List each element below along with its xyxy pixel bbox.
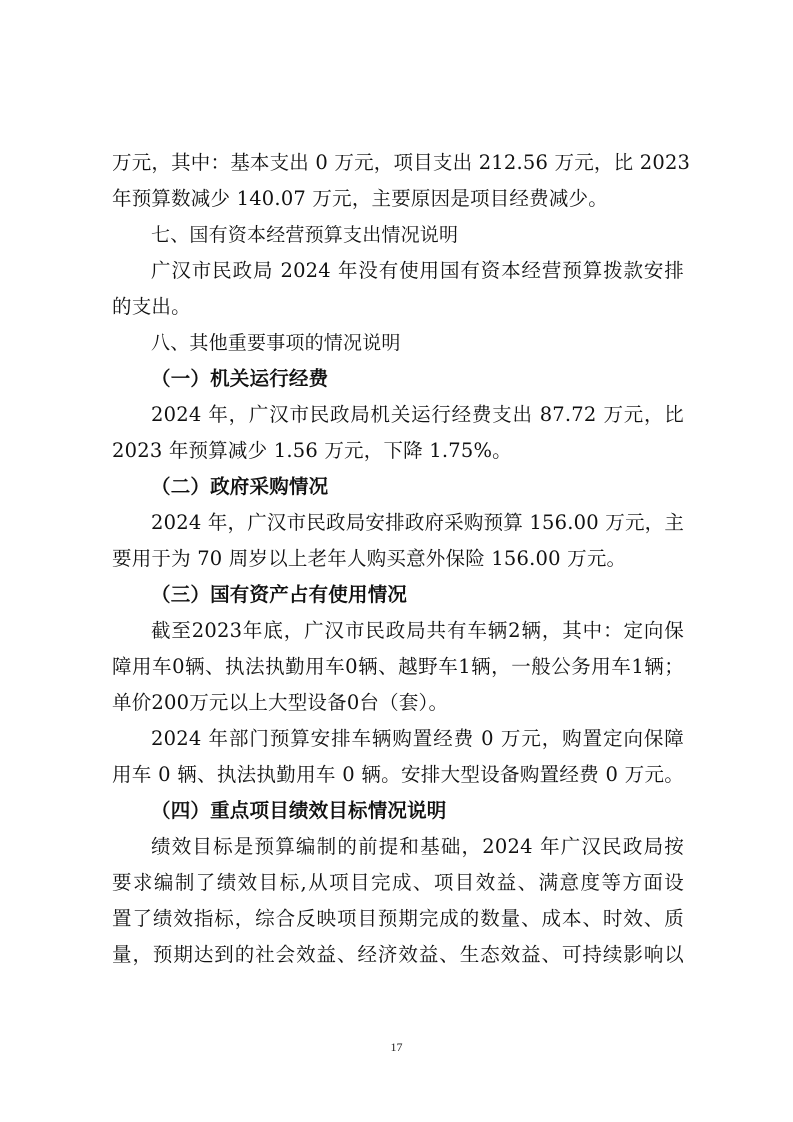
section-heading: 八、其他重要事项的情况说明 [151, 332, 401, 354]
paragraph-line: 障用车0辆、执法执勤用车0辆、越野车1辆，一般公务用车1辆； [112, 655, 684, 678]
paragraph-line: 要求编制了绩效目标,从项目完成、项目效益、满意度等方面设 [112, 871, 684, 894]
paragraph-line: 广汉市民政局 2024 年没有使用国有资本经营预算拨款安排 [151, 259, 684, 282]
paragraph-line: 要用于为 70 周岁以上老年人购买意外保险 156.00 万元。 [112, 547, 627, 570]
paragraph-line: 单价200万元以上大型设备0台（套）。 [112, 691, 449, 714]
paragraph-line: 2024 年，广汉市民政局安排政府采购预算 156.00 万元，主 [151, 511, 685, 534]
paragraph-line: 量，预期达到的社会效益、经济效益、生态效益、可持续影响以 [112, 943, 684, 966]
subsection-heading: （四）重点项目绩效目标情况说明 [151, 799, 447, 822]
section-heading: 七、国有资本经营预算支出情况说明 [151, 224, 459, 246]
subsection-heading: （三）国有资产占有使用情况 [151, 583, 408, 606]
paragraph-line: 2024 年，广汉市民政局机关运行经费支出 87.72 万元，比 [151, 403, 684, 426]
paragraph-line: 截至2023年底，广汉市民政局共有车辆2辆，其中：定向保 [151, 619, 684, 642]
paragraph-line: 绩效目标是预算编制的前提和基础，2024 年广汉民政局按 [151, 835, 684, 858]
paragraph-line: 置了绩效指标，综合反映项目预期完成的数量、成本、时效、质 [112, 907, 684, 930]
paragraph-line: 2024 年部门预算安排车辆购置经费 0 万元，购置定向保障 [151, 727, 684, 750]
paragraph-line: 用车 0 辆、执法执勤用车 0 辆。安排大型设备购置经费 0 万元。 [112, 763, 684, 786]
subsection-heading: （二）政府采购情况 [151, 475, 329, 498]
paragraph-line: 万元，其中：基本支出 0 万元，项目支出 212.56 万元，比 2023 [112, 151, 691, 174]
subsection-heading: （一）机关运行经费 [151, 367, 329, 390]
page-number: 17 [390, 1040, 403, 1054]
paragraph-line: 2023 年预算减少 1.56 万元，下降 1.75%。 [112, 439, 512, 462]
document-body [112, 145, 691, 973]
paragraph-line: 年预算数减少 140.07 万元，主要原因是项目经费减少。 [112, 187, 608, 210]
paragraph-line: 的支出。 [112, 295, 191, 318]
